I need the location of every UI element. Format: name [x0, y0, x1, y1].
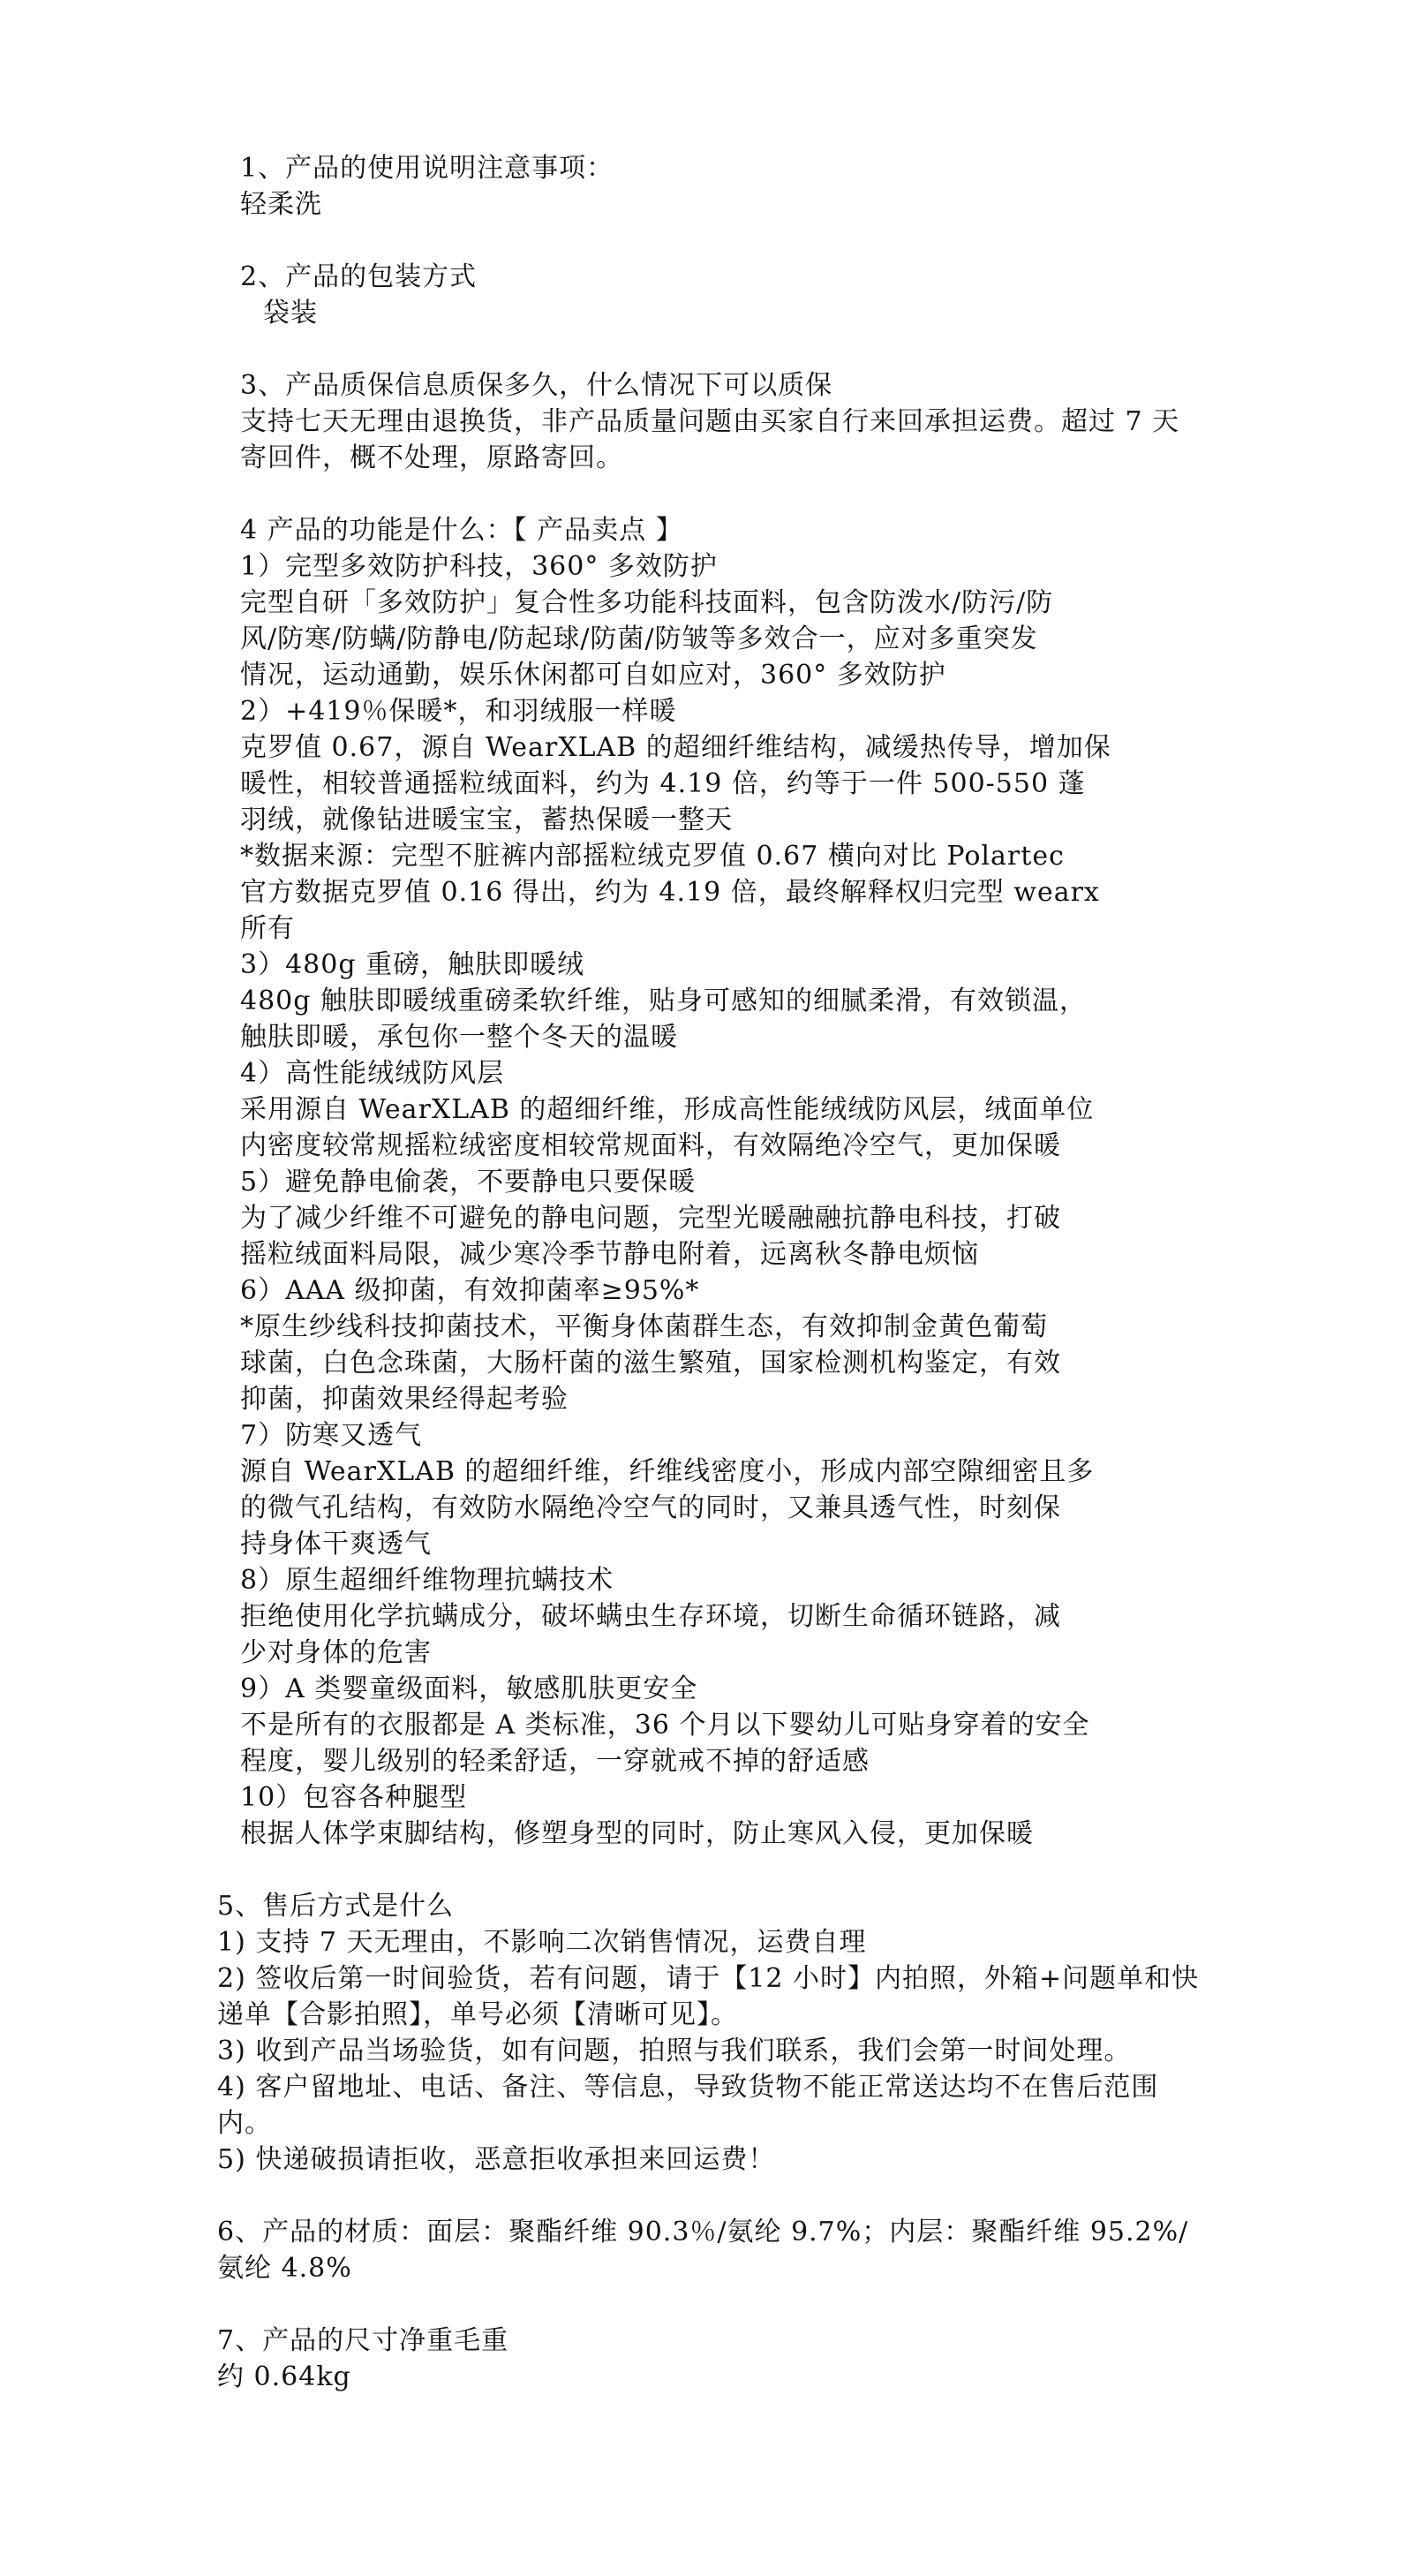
spacer: [217, 2178, 1194, 2214]
selling-point-heading: 1）完型多效防护科技，360° 多效防护: [240, 551, 718, 582]
selling-point-text: 内密度较常规摇粒绒密度相较常规面料，有效隔绝冷空气，更加保暖: [240, 1130, 1061, 1161]
selling-point-footnote: 官方数据克罗值 0.16 得出，约为 4.19 倍，最终解释权归完型 wearx: [240, 877, 1100, 908]
selling-point-footnote: *数据来源：完型不脏裤内部摇粒绒克罗值 0.67 横向对比 Polartec: [240, 841, 1065, 872]
spacer: [240, 331, 1194, 367]
selling-point-heading: 10）包容各种腿型: [240, 1782, 468, 1813]
after-sales-item: 1) 支持 7 天无理由，不影响二次销售情况，运费自理: [217, 1927, 867, 1958]
selling-point-text: 480g 触肤即暖绒重磅柔软纤维，贴身可感知的细腻柔滑，有效锁温，: [240, 986, 1088, 1016]
after-sales-item: 内。: [217, 2108, 272, 2139]
selling-point-text: 球菌，白色念珠菌，大肠杆菌的滋生繁殖，国家检测机构鉴定，有效: [240, 1348, 1061, 1379]
section-1-title: 1、产品的使用说明注意事项：: [240, 153, 614, 184]
selling-point-heading: 9）A 类婴童级面料，敏感肌肤更安全: [240, 1673, 698, 1704]
section-1-body: 轻柔洗: [240, 189, 322, 220]
selling-point-text: 暖性，相较普通摇粒绒面料，约为 4.19 倍，约等于一件 500-550 蓬: [240, 768, 1086, 799]
selling-point-heading: 6）AAA 级抑菌，有效抑菌率≥95%*: [240, 1275, 700, 1306]
section-2-body: 袋装: [263, 298, 318, 329]
selling-point-text: 羽绒，就像钻进暖宝宝，蓄热保暖一整天: [240, 805, 733, 835]
selling-point-text: 为了减少纤维不可避免的静电问题，完型光暖融融抗静电科技，打破: [240, 1203, 1061, 1234]
after-sales-item: 2) 签收后第一时间验货，若有问题，请于【12 小时】内拍照，外箱+问题单和快: [217, 1963, 1200, 1994]
selling-point-text: 抑菌，抑菌效果经得起考验: [240, 1384, 569, 1415]
selling-point-text: 触肤即暖，承包你一整个冬天的温暖: [240, 1022, 678, 1053]
selling-point-heading: 8）原生超细纤维物理抗螨技术: [240, 1565, 614, 1596]
section-3-line: 寄回件，概不处理，原路寄回。: [240, 442, 623, 473]
after-sales-item: 递单【合影拍照】，单号必须【清晰可见】。: [217, 1999, 738, 2030]
selling-point-text: 不是所有的衣服都是 A 类标准，36 个月以下婴幼儿可贴身穿着的安全: [240, 1710, 1090, 1741]
selling-point-text: 完型自研「多效防护」复合性多功能科技面料，包含防泼水/防污/防: [240, 587, 1054, 618]
selling-point-text: 源自 WearXLAB 的超细纤维，纤维线密度小，形成内部空隙细密且多: [240, 1456, 1095, 1487]
selling-point-text: 根据人体学束脚结构，修塑身型的同时，防止寒风入侵，更加保暖: [240, 1818, 1034, 1849]
section-2-title: 2、产品的包装方式: [240, 261, 478, 292]
selling-point-text: 持身体干爽透气: [240, 1529, 432, 1560]
section-7-body: 约 0.64kg: [217, 2361, 351, 2392]
spacer: [240, 1852, 1194, 1888]
section-3-line: 支持七天无理由退换货，非产品质量问题由买家自行来回承担运费。超过 7 天: [240, 406, 1180, 437]
selling-point-text: 拒绝使用化学抗螨成分，破坏螨虫生存环境，切断生命循环链路，减: [240, 1601, 1061, 1632]
spacer: [240, 223, 1194, 259]
after-sales-item: 4) 客户留地址、电话、备注、等信息，导致货物不能正常送达均不在售后范围: [217, 2072, 1159, 2103]
selling-point-text: 程度，婴儿级别的轻柔舒适，一穿就戒不掉的舒适感: [240, 1746, 870, 1777]
selling-point-text: 风/防寒/防螨/防静电/防起球/防菌/防皱等多效合一，应对多重突发: [240, 623, 1038, 654]
selling-point-heading: 3）480g 重磅，触肤即暖绒: [240, 949, 585, 980]
selling-point-heading: 5）避免静电偷袭，不要静电只要保暖: [240, 1167, 697, 1197]
section-7-title: 7、产品的尺寸净重毛重: [217, 2325, 509, 2356]
section-4-title: 4 产品的功能是什么：【 产品卖点 】: [240, 515, 683, 546]
after-sales-item: 3) 收到产品当场验货，如有问题，拍照与我们联系，我们会第一时间处理。: [217, 2036, 1132, 2066]
spacer: [240, 476, 1194, 512]
selling-point-text: *原生纱线科技抑菌技术，平衡身体菌群生态，有效抑制金黄色葡萄: [240, 1311, 1048, 1342]
after-sales-section: [217, 1888, 1200, 2395]
selling-point-heading: 2）+419％保暖*，和羽绒服一样暖: [240, 696, 677, 727]
selling-point-text: 摇粒绒面料局限，减少寒冷季节静电附着，远离秋冬静电烦恼: [240, 1239, 979, 1270]
spacer: [217, 2286, 1194, 2323]
after-sales-item: 5) 快递破损请拒收，恶意拒收承担来回运费！: [217, 2144, 776, 2175]
selling-point-text: 的微气孔结构，有效防水隔绝冷空气的同时，又兼具透气性，时刻保: [240, 1492, 1061, 1523]
selling-point-text: 情况，运动通勤，娱乐休闲都可自如应对，360° 多效防护: [240, 660, 946, 691]
section-6-material: 6、产品的材质：面层：聚酯纤维 90.3％/氨纶 9.7%；内层：聚酯纤维 95.2%/: [217, 2217, 1189, 2247]
selling-point-heading: 4）高性能绒绒防风层: [240, 1058, 505, 1089]
section-5-title: 5、售后方式是什么: [217, 1891, 455, 1922]
selling-point-text: 少对身体的危害: [240, 1637, 432, 1668]
selling-point-heading: 7）防寒又透气: [240, 1420, 423, 1451]
product-info-document: [217, 150, 1200, 2395]
selling-point-text: 克罗值 0.67，源自 WearXLAB 的超细纤维结构，减缓热传导，增加保: [240, 732, 1111, 763]
section-3-title: 3、产品质保信息质保多久，什么情况下可以质保: [240, 370, 833, 401]
selling-point-text: 采用源自 WearXLAB 的超细纤维，形成高性能绒绒防风层，绒面单位: [240, 1094, 1095, 1125]
selling-point-footnote: 所有: [240, 913, 295, 944]
section-6-material: 氨纶 4.8%: [217, 2253, 352, 2284]
